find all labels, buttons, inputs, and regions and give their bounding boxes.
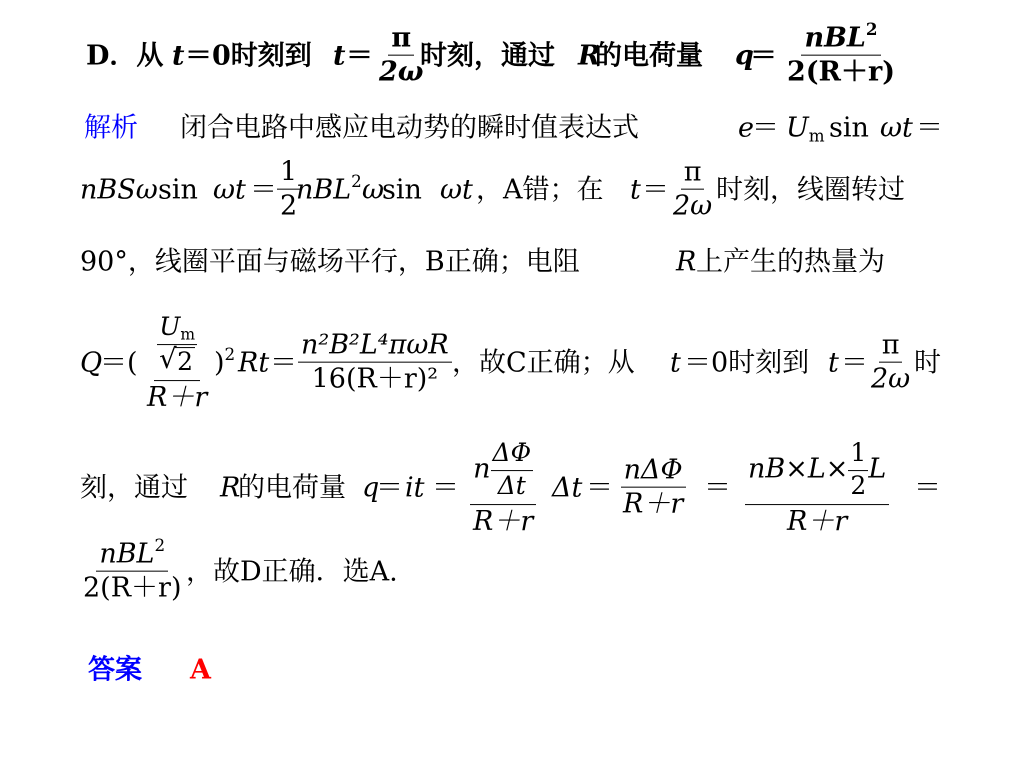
fraction-numerator: nBL$^2$ xyxy=(801,25,880,56)
fraction-pi-over-2omega xyxy=(376,22,427,88)
equals-sign: ＝ xyxy=(752,112,779,144)
var-t: t xyxy=(828,347,839,379)
fraction-numerator: π xyxy=(879,332,903,363)
fraction-numerator: π xyxy=(681,159,705,190)
var-omega-t: ωt xyxy=(213,174,246,206)
expr-delta-t: Δt xyxy=(552,472,583,504)
fraction-heat xyxy=(298,329,452,395)
fraction-denominator: 2(R＋r) xyxy=(787,57,895,88)
fraction-one-half: $\frac{1}{2}$ xyxy=(850,438,867,501)
fraction-numerator xyxy=(470,440,536,505)
var-R: R xyxy=(220,472,241,504)
answer-value: A xyxy=(190,654,211,686)
fraction-numerator: nBL$^2$ xyxy=(96,541,168,572)
fraction-area-over-Rr xyxy=(745,440,889,536)
var-t: t xyxy=(172,40,185,72)
sqrt-sign: √ 2 xyxy=(159,343,194,377)
option-d-text: ＝0时刻到 xyxy=(185,40,312,72)
sin-fn: sin xyxy=(382,174,422,206)
var-t: t xyxy=(333,40,346,72)
equals-sign: ＝ xyxy=(270,347,297,379)
fraction-numerator: nB×L× $\frac{1}{2}$ L xyxy=(745,440,889,505)
analysis-text: ，故C正确；从 xyxy=(452,347,635,379)
expr-Rt: Rt xyxy=(238,347,270,379)
var-omega-t: ωt xyxy=(440,174,473,206)
fraction-emf-over-Rr xyxy=(470,440,536,536)
analysis-text: 闭合电路中感应电动势的瞬时值表达式 xyxy=(180,112,639,144)
inner-numerator: ΔΦ xyxy=(491,440,534,471)
analysis-text: 上产生的热量为 xyxy=(696,246,885,278)
equals-sign: ＝ xyxy=(432,472,459,504)
fraction-numerator: n²B²L⁴πωR xyxy=(298,332,452,363)
inner-denominator: Δt xyxy=(497,471,526,501)
fraction-denominator: 2ω xyxy=(871,364,911,395)
power-two-closing: )$^2$ xyxy=(214,343,236,379)
fraction-charge xyxy=(784,18,898,88)
expr-nBL2: nBL$^2$ xyxy=(296,170,362,206)
var-q: q xyxy=(735,40,754,72)
analysis-text: 时 xyxy=(914,347,941,379)
equals-sign: ＝ xyxy=(914,472,941,504)
expr-nBSomega: nBSω xyxy=(80,174,158,206)
inner-denominator xyxy=(157,345,197,375)
fraction-pi-over-2omega xyxy=(670,156,715,222)
fraction-denominator: R＋r xyxy=(473,505,534,537)
fraction-Um-sqrt2-over-Rr xyxy=(144,314,210,412)
fraction-pi-over-2omega xyxy=(868,329,913,395)
sin-fn: sin xyxy=(158,174,198,206)
var-t: t xyxy=(670,347,681,379)
fraction-ndphi-over-Rr xyxy=(620,454,686,520)
var-q: q xyxy=(362,472,380,504)
equals-sign: ＝ xyxy=(346,40,373,72)
fraction-numerator: 1 xyxy=(277,159,300,190)
inner-numerator: $U_m$ xyxy=(159,312,196,344)
fraction-numerator: π xyxy=(388,25,414,56)
option-d-label: D．从 xyxy=(86,40,164,72)
analysis-label: 解析 xyxy=(84,112,138,144)
analysis-text: ，故D正确．选A. xyxy=(186,556,398,588)
analysis-text: 90°，线圈平面与磁场平行，B正确；电阻 xyxy=(80,246,580,278)
equals-sign: ＝( xyxy=(100,347,138,379)
option-d-text: 时刻，通过 xyxy=(420,40,555,72)
equals-sign: ＝ xyxy=(841,347,868,379)
answer-label: 答案 xyxy=(88,654,142,686)
analysis-text: 刻，通过 xyxy=(80,472,188,504)
fraction-denominator: R＋r xyxy=(787,505,848,537)
fraction-charge xyxy=(80,534,184,604)
equals-sign: ＝ xyxy=(376,472,403,504)
fraction-dphi-dt xyxy=(491,440,534,500)
equals-sign: ＝ xyxy=(586,472,613,504)
var-n: n xyxy=(473,453,491,485)
analysis-text: ＝0时刻到 xyxy=(684,347,810,379)
equals-sign: ＝ xyxy=(642,174,669,206)
fraction-denominator: 16(R＋r)² xyxy=(311,364,439,395)
fraction-denominator: 2 xyxy=(280,191,298,222)
expr-it: it xyxy=(405,472,425,504)
equals-sign: ＝ xyxy=(704,472,731,504)
fraction-numerator: nΔΦ xyxy=(621,457,686,488)
fraction-denominator: 2ω xyxy=(379,57,424,88)
equals-sign: ＝ xyxy=(250,174,277,206)
fraction-denominator: R＋r xyxy=(147,381,208,413)
var-R: R xyxy=(676,246,697,278)
analysis-text: ，A错；在 xyxy=(476,174,604,206)
equals-sign: ＝ xyxy=(916,112,943,144)
fraction-denominator: R＋r xyxy=(623,489,684,520)
var-t: t xyxy=(630,174,641,206)
var-omega-t: ωt xyxy=(880,112,913,144)
var-R: R xyxy=(578,40,601,72)
fraction-Um-over-sqrt2 xyxy=(157,314,197,376)
var-omega: ω xyxy=(362,174,385,206)
sin-fn: sin xyxy=(829,112,869,144)
fraction-numerator xyxy=(154,314,200,381)
var-Um: $U_m$ xyxy=(786,112,825,146)
option-d-text: 的电荷量 xyxy=(595,40,703,72)
fraction-denominator: 2ω xyxy=(673,191,713,222)
analysis-text: 的电荷量 xyxy=(238,472,346,504)
analysis-text: 时刻，线圈转过 xyxy=(716,174,905,206)
var-e: e xyxy=(738,112,754,144)
var-Q: Q xyxy=(80,347,103,379)
fraction-denominator: 2(R＋r) xyxy=(83,573,182,604)
equals-sign: ＝ xyxy=(750,40,777,72)
